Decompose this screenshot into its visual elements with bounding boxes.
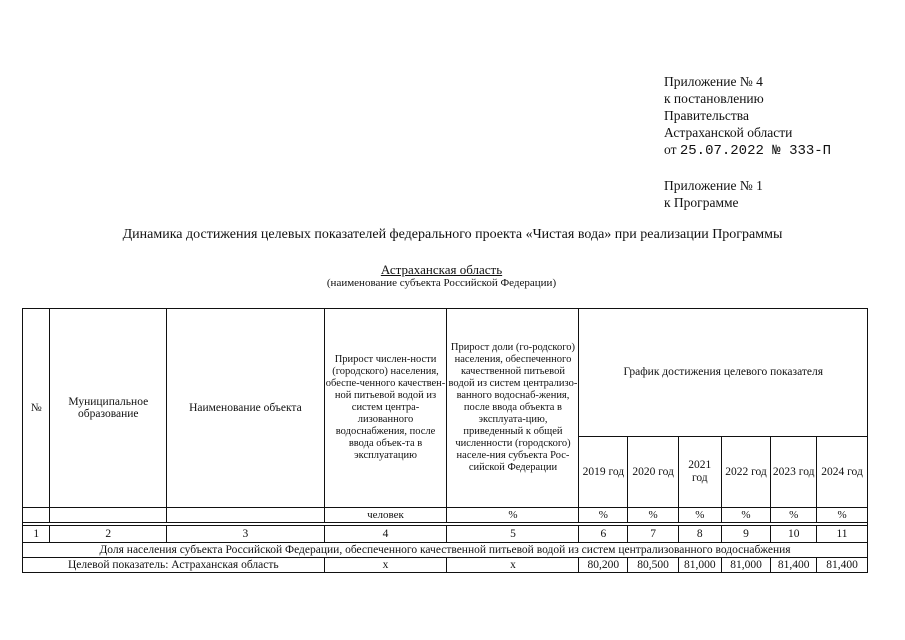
target-value-2022: 81,000 bbox=[721, 558, 771, 573]
header-year-2020: 2020 год bbox=[628, 436, 679, 507]
section-title: Доля населения субъекта Российской Федерации, обеспеченного качественной питьевой водой из систем централизованного водоснабжения bbox=[23, 543, 868, 558]
target-value-2023: 81,400 bbox=[771, 558, 817, 573]
unit-year: % bbox=[628, 508, 679, 523]
target-growth-share: х bbox=[447, 558, 579, 573]
column-number: 1 bbox=[23, 526, 50, 543]
column-number: 10 bbox=[771, 526, 817, 543]
column-number: 2 bbox=[50, 526, 167, 543]
unit-growth-share: % bbox=[447, 508, 579, 523]
target-value-2024: 81,400 bbox=[817, 558, 868, 573]
unit-year: % bbox=[817, 508, 868, 523]
header-year-2022: 2022 год bbox=[721, 436, 771, 507]
appendix-line-4: Астраханской области bbox=[664, 125, 793, 140]
unit-year: % bbox=[678, 508, 721, 523]
appendix-line-1: Приложение № 4 bbox=[664, 74, 763, 89]
appendix-line-2: к постановлению bbox=[664, 91, 764, 106]
appendix-date-prefix: от bbox=[664, 142, 677, 157]
units-row bbox=[23, 508, 868, 523]
appendix-line-5 bbox=[664, 141, 831, 160]
appendix-block bbox=[664, 73, 831, 211]
column-number: 3 bbox=[167, 526, 324, 543]
header-object: Наименование объекта bbox=[167, 309, 324, 508]
unit-growth-count: человек bbox=[324, 508, 447, 523]
column-number: 11 bbox=[817, 526, 868, 543]
column-number: 5 bbox=[447, 526, 579, 543]
target-label: Целевой показатель: Астраханская область bbox=[23, 558, 325, 573]
target-row bbox=[23, 558, 868, 573]
appendix-line-3: Правительства bbox=[664, 108, 749, 123]
header-growth-count: Прирост числен-ности (городского) населения, обеспе-ченного качествен-ной питьевой водой из систем центра-лизованного водоснабжения, после ввода объек-та в эксплуатацию bbox=[324, 309, 447, 508]
target-value-2020: 80,500 bbox=[628, 558, 679, 573]
unit-year: % bbox=[721, 508, 771, 523]
header-year-2023: 2023 год bbox=[771, 436, 817, 507]
region-caption: (наименование субъекта Российской Федерации) bbox=[326, 277, 557, 289]
column-number: 6 bbox=[579, 526, 628, 543]
column-number: 9 bbox=[721, 526, 771, 543]
unit-year: % bbox=[771, 508, 817, 523]
column-numbers-row bbox=[23, 526, 868, 543]
section-row bbox=[23, 543, 868, 558]
header-year-2021: 2021 год bbox=[678, 436, 721, 507]
header-year-2024: 2024 год bbox=[817, 436, 868, 507]
column-number: 8 bbox=[678, 526, 721, 543]
header-row-top bbox=[23, 309, 868, 437]
column-number: 4 bbox=[324, 526, 447, 543]
header-municipality: Муниципальное образование bbox=[50, 309, 167, 508]
target-value-2019: 80,200 bbox=[579, 558, 628, 573]
unit-year: % bbox=[579, 508, 628, 523]
indicators-table bbox=[22, 308, 868, 573]
header-schedule: График достижения целевого показателя bbox=[579, 309, 868, 437]
appendix-line-7: к Программе bbox=[664, 195, 739, 210]
target-growth-count: х bbox=[324, 558, 447, 573]
appendix-date-number: 25.07.2022 № 333-П bbox=[679, 143, 832, 159]
header-num: № bbox=[23, 309, 50, 508]
header-growth-share: Прирост доли (го-родского) населения, обеспеченного качественной питьевой водой из систем централизо-ванного водоснаб-жения, после ввода объекта в эксплуата-цию, приведенный к общей численности (городского) населе-ния субъекта Рос-сийской Федерации bbox=[447, 309, 579, 508]
region-name: Астраханская область bbox=[380, 262, 503, 277]
header-year-2019: 2019 год bbox=[579, 436, 628, 507]
document-title: Динамика достижения целевых показателей федерального проекта «Чистая вода» при реализации Программы bbox=[122, 227, 783, 242]
appendix-line-6: Приложение № 1 bbox=[664, 178, 763, 193]
column-number: 7 bbox=[628, 526, 679, 543]
target-value-2021: 81,000 bbox=[678, 558, 721, 573]
